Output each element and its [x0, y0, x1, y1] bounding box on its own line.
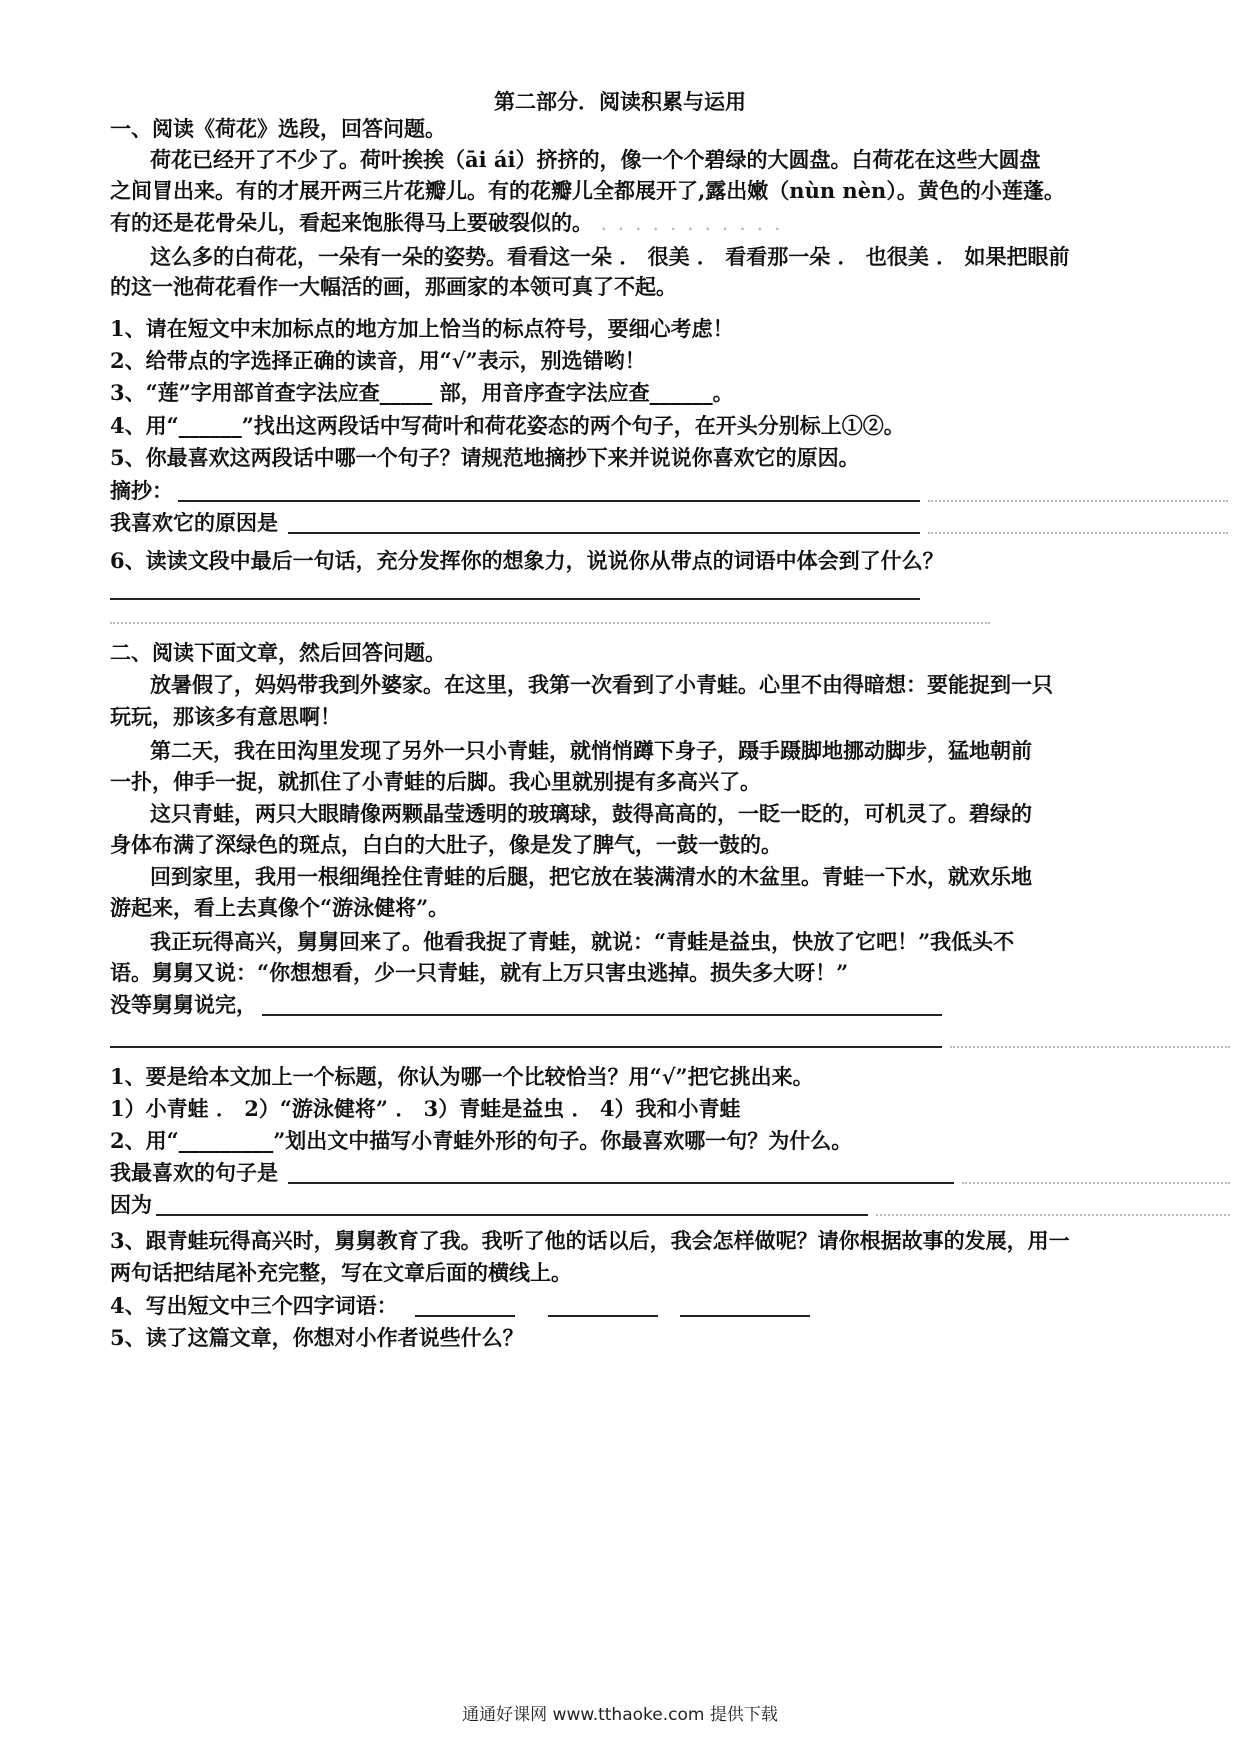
s2-ending-answer-line-1[interactable] [262, 1014, 942, 1016]
s1-paragraph-1-line-2: 之间冒出来。有的才展开两三片花瓣儿。有的花瓣儿全都展开了,露出嫩（nùn nèn）。黄色的小莲蓬。 [110, 178, 1065, 203]
s2-paragraph-1-line-2: 玩玩，那该多有意思啊！ [110, 704, 341, 729]
s2-q2-favorite-answer-line[interactable] [288, 1182, 954, 1184]
s1-q5-reason-answer-line[interactable] [288, 532, 920, 534]
dotted-leader [928, 532, 1228, 534]
s2-question-3-line-2: 两句话把结尾补充完整，写在文章后面的横线上。 [110, 1260, 572, 1285]
footer-credit: 通通好课网 www.tthaoke.com 提供下载 [462, 1705, 778, 1725]
section-1-heading: 一、阅读《荷花》选段，回答问题。 [110, 116, 446, 141]
s2-ending-prompt: 没等舅舅说完， [110, 992, 257, 1017]
s1-question-6: 6、读读文段中最后一句话，充分发挥你的想象力，说说你从带点的词语中体会到了什么？ [110, 548, 944, 573]
s2-q2-because-label: 因为 [110, 1192, 152, 1217]
s1-question-2: 2、给带点的字选择正确的读音，用“√”表示，别选错哟！ [110, 348, 646, 373]
s2-paragraph-5-line-1: 我正玩得高兴，舅舅回来了。他看我捉了青蛙，就说：“青蛙是益虫，快放了它吧！”我低头不 [150, 929, 1015, 954]
s2-paragraph-5-line-2: 语。舅舅又说：“你想想看，少一只青蛙，就有上万只害虫逃掉。损失多大呀！” [110, 960, 849, 985]
s2-question-3-line-1: 3、跟青蛙玩得高兴时，舅舅教育了我。我听了他的话以后，我会怎样做呢？请你根据故事的发展，用一 [110, 1228, 1070, 1253]
s1-q5-copy-answer-line[interactable] [178, 500, 920, 502]
s1-q5-copy-label: 摘抄： [110, 478, 173, 503]
s2-q4-answer-line-1[interactable] [415, 1315, 515, 1317]
s1-paragraph-2-line-2: 的这一池荷花看作一大幅活的画，那画家的本领可真了不起。 [110, 274, 677, 299]
dotted-leader [962, 1182, 1230, 1184]
dotted-leader [950, 1046, 1230, 1048]
s1-paragraph-1-line-3: 有的还是花骨朵儿，看起来饱胀得马上要破裂似的。 . . . . . . . . . . . [110, 210, 783, 235]
s2-paragraph-2-line-2: 一扑，伸手一捉，就抓住了小青蛙的后脚。我心里就别提有多高兴了。 [110, 769, 761, 794]
s2-q2-because-answer-line[interactable] [156, 1214, 868, 1216]
s2-paragraph-2-line-1: 第二天，我在田沟里发现了另外一只小青蛙，就悄悄蹲下身子，蹑手蹑脚地挪动脚步，猛地朝前 [150, 738, 1032, 763]
s1-question-3: 3、“莲”字用部首查字法应查_____ 部，用音序查字法应查______。 [110, 380, 734, 405]
s2-q2-favorite-label: 我最喜欢的句子是 [110, 1160, 278, 1185]
s1-question-5: 5、你最喜欢这两段话中哪一个句子？请规范地摘抄下来并说说你喜欢它的原因。 [110, 445, 860, 470]
s2-q1-options: 1）小青蛙 ． 2）“游泳健将” ． 3）青蛙是益虫 ． 4）我和小青蛙 [110, 1096, 741, 1121]
section-2-heading: 二、阅读下面文章，然后回答问题。 [110, 640, 446, 665]
dotted-leader [876, 1214, 1230, 1216]
s2-question-4: 4、写出短文中三个四字词语： [110, 1293, 398, 1318]
s1-q5-reason-label: 我喜欢它的原因是 [110, 510, 278, 535]
page-title: 第二部分．阅读积累与运用 [494, 89, 746, 114]
dotted-leader [110, 622, 990, 624]
s1-q6-answer-line[interactable] [110, 598, 920, 600]
s2-paragraph-1-line-1: 放暑假了，妈妈带我到外婆家。在这里，我第一次看到了小青蛙。心里不由得暗想：要能捉到一只 [150, 672, 1053, 697]
s2-q4-answer-line-3[interactable] [680, 1315, 810, 1317]
s2-paragraph-4-line-2: 游起来，看上去真像个“游泳健将”。 [110, 895, 450, 920]
s2-q4-answer-line-2[interactable] [548, 1315, 658, 1317]
s2-paragraph-3-line-1: 这只青蛙，两只大眼睛像两颗晶莹透明的玻璃球，鼓得高高的，一眨一眨的，可机灵了。碧绿的 [150, 801, 1032, 826]
s1-question-1: 1、请在短文中末加标点的地方加上恰当的标点符号，要细心考虑！ [110, 316, 734, 341]
s1-paragraph-1-line-1: 荷花已经开了不少了。荷叶挨挨（āi ái）挤挤的，像一个个碧绿的大圆盘。白荷花在这些大圆盘 [150, 147, 1041, 172]
s2-paragraph-3-line-2: 身体布满了深绿色的斑点，白白的大肚子，像是发了脾气，一鼓一鼓的。 [110, 832, 782, 857]
s2-paragraph-4-line-1: 回到家里，我用一根细绳拴住青蛙的后腿，把它放在装满清水的木盆里。青蛙一下水，就欢乐地 [150, 864, 1032, 889]
s2-ending-answer-line-2[interactable] [110, 1046, 942, 1048]
s1-paragraph-2-line-1: 这么多的白荷花，一朵有一朵的姿势。看看这一朵 ． 很美 ． 看看那一朵 ． 也很美 ． 如果把眼前 [150, 244, 1070, 269]
s2-question-5: 5、读了这篇文章，你想对小作者说些什么？ [110, 1325, 524, 1350]
s2-question-2: 2、用“_________”划出文中描写小青蛙外形的句子。你最喜欢哪一句？为什么。 [110, 1128, 853, 1153]
s2-question-1: 1、要是给本文加上一个标题，你认为哪一个比较恰当？用“√”把它挑出来。 [110, 1064, 814, 1089]
dotted-leader [928, 500, 1228, 502]
s1-question-4: 4、用“______”找出这两段话中写荷叶和荷花姿态的两个句子，在开头分别标上①②。 [110, 413, 905, 438]
